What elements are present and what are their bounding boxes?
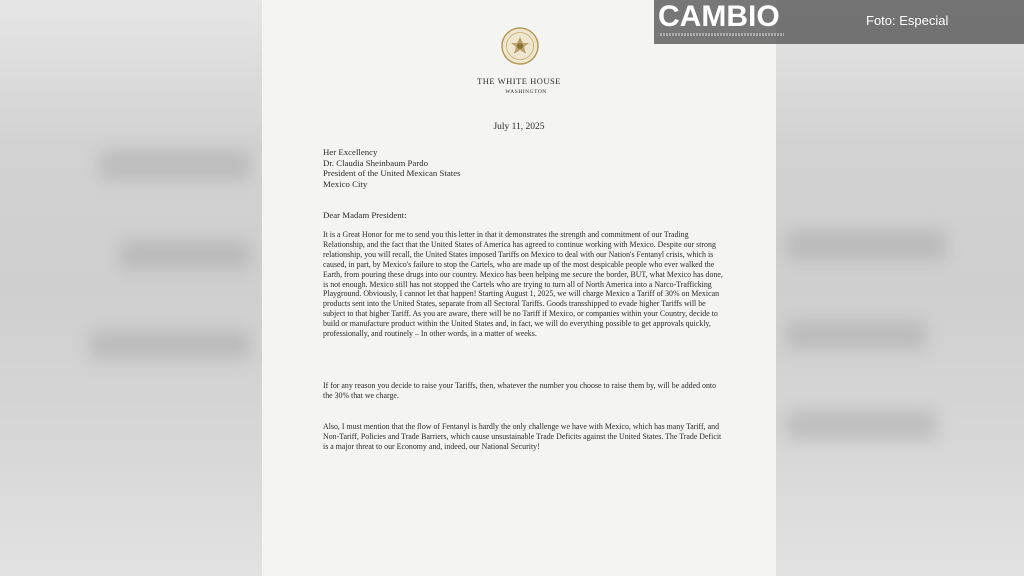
letterhead-city: WASHINGTON [505,89,547,95]
cambio-logo: CAMBIO [658,0,780,33]
blurred-background-left [0,0,262,576]
blur-band [786,410,936,440]
body-paragraph: If for any reason you decide to raise your Tariffs, then, whatever the number you choose to raise them by, will be added onto the 30% that we charge. [323,381,717,400]
blur-band [786,230,946,260]
address-line: Dr. Claudia Sheinbaum Pardo [323,157,429,168]
letter-page [262,0,776,576]
body-paragraph: Also, I must mention that the flow of Fentanyl is hardly the only challenge we have with Mexico, which has many Tariff, and Non-Tariff, Policies and Trade Barriers, which cause unsustainable Trade Deficits against the United States. The Trade Deficit is a major threat to our Economy and, indeed, our National Security! [323,422,722,451]
logo-url-strip [660,33,784,36]
blur-band [90,330,250,360]
letterhead-org-name: THE WHITE HOUSE [477,76,561,86]
body-paragraph: It is a Great Honor for me to send you this letter in that it demonstrates the strength and commitment of our Trading Relationship, and the fact that the United States of America has agreed to continue working with Mexico. Despite our strong relationship, you will recall, the United States imposed Tariffs on Mexico to deal with our Nation's Fentanyl crisis, which is caused, in part, by Mexico's failure to stop the Cartels, who are made up of the most despicable people who ever walked the Earth, from pouring these drugs into our country. Mexico has been helping me secure the border, BUT, what Mexico has done, is not enough. Mexico still has not stopped the Cartels who are trying to turn all of North America into a Narco-Trafficking Playground. Obviously, I cannot let that happen! Starting August 1, 2025, we will charge Mexico a Tariff of 30% on Mexican products sent into the United States, separate from all Sectoral Tariffs. Goods transshipped to evade higher Tariffs will be subject to that higher Tariff. As you are aware, there will be no Tariff if Mexico, or companies within your Country, decide to build or manufacture product within the United States and, in fact, we will do everything possible to get approvals quickly, professionally, and routinely – In other words, in a matter of weeks. [323,230,723,339]
address-line: Her Excellency [323,147,378,157]
blur-band [100,150,250,180]
blur-band [120,240,250,270]
recipient-address [323,147,461,189]
blur-band [786,320,926,350]
watermark-banner [654,0,1024,44]
address-line: Mexico City [323,178,368,189]
address-line: President of the United Mexican States [323,168,461,179]
blurred-background-right [776,0,1024,576]
salutation: Dear Madam President: [323,210,407,220]
letter-date: July 11, 2025 [493,122,545,132]
photo-credit: Foto: Especial [866,13,949,28]
presidential-seal-icon [500,26,540,66]
